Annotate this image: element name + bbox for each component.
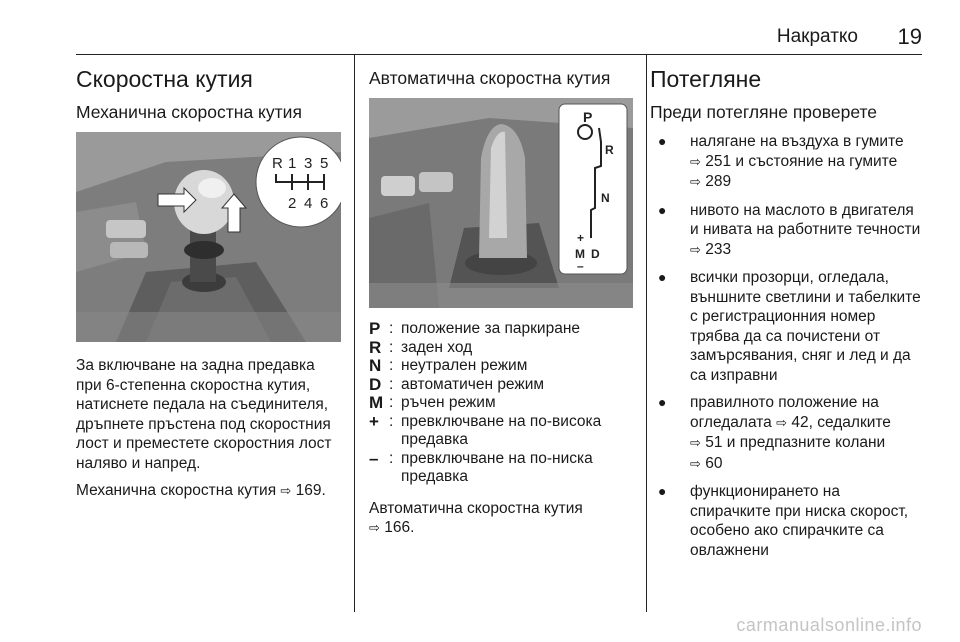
item-page-ref: 51	[705, 434, 723, 451]
legend-key: –	[369, 448, 379, 468]
gear-label-3: 3	[304, 155, 313, 172]
position-label-plus: +	[577, 231, 585, 245]
page-number: 19	[897, 24, 922, 49]
position-label-n: N	[601, 191, 610, 205]
item-text: и състояние на гумите	[735, 152, 898, 170]
legend-key: +	[369, 411, 379, 431]
item-page-ref: 251	[705, 152, 732, 170]
section-title: Скоростна кутия	[76, 66, 253, 92]
legend-key: D	[369, 374, 382, 394]
legend-text: неутрален режим	[401, 357, 528, 374]
subsection-title-automatic: Автоматична скоростна кутия	[369, 68, 611, 88]
column-driving-off	[650, 56, 925, 568]
legend-sep: :	[389, 394, 394, 411]
bullet-icon: ●	[658, 483, 667, 499]
arrow-ref-icon: ⇨	[690, 175, 701, 190]
arrow-ref-icon: ⇨	[690, 242, 701, 258]
subsection-title-checks: Преди потегляне проверете	[650, 102, 878, 122]
item-text: и предпазните колани	[726, 434, 886, 451]
watermark: carmanualsonline.info	[736, 615, 922, 635]
position-label-d: D	[591, 247, 600, 261]
legend-text: превключване на по-висока предавка	[401, 412, 602, 448]
checklist-item	[650, 393, 925, 474]
bullet-icon: ●	[658, 394, 667, 410]
subsection-title-manual: Механична скоростна кутия	[76, 102, 302, 122]
legend-text: заден ход	[401, 338, 473, 356]
item-page-ref: 233	[705, 240, 732, 258]
item-page-ref: 60	[705, 454, 723, 472]
column-divider-2	[646, 54, 647, 612]
chapter-title: Накратко	[776, 26, 858, 47]
item-text: налягане на въздуха в гумите	[690, 133, 904, 150]
checklist-item	[650, 132, 925, 193]
arrow-ref-icon: ⇨	[690, 436, 701, 451]
position-label-m: M	[575, 247, 585, 261]
reference-page: 169.	[295, 482, 326, 499]
item-page-ref: 42,	[791, 413, 813, 431]
reverse-gear-paragraph: За включване на задна предавка при 6-степенна скоростна кутия, натиснете педала на съединителя, дръпнете пръстена под скоростния лост и преместете скоростния лост наляво и напред.	[76, 357, 332, 472]
legend-row	[369, 450, 633, 487]
legend-sep: :	[389, 412, 394, 430]
gear-label-4: 4	[304, 195, 313, 212]
position-label-minus: –	[577, 259, 584, 273]
item-text: правилното положение на огледалата	[690, 394, 879, 431]
legend-row	[369, 320, 633, 339]
legend-text: ръчен режим	[401, 394, 496, 411]
legend-sep: :	[389, 357, 394, 374]
item-text: функционирането на спирачките при ниска скорост, особено ако спирачките са овлажнени	[690, 483, 909, 559]
legend-key: R	[369, 337, 382, 357]
column-automatic-gearbox	[369, 56, 633, 547]
legend-sep: :	[389, 338, 394, 356]
gear-position-legend	[369, 320, 633, 487]
item-text: нивото на маслото в двигателя и нивата на работните течности	[690, 201, 921, 238]
reference-text: Механична скоростна кутия	[76, 482, 277, 499]
arrow-ref-icon: ⇨	[369, 521, 380, 536]
gear-label-2: 2	[288, 195, 297, 212]
manual-shifter-illustration	[76, 132, 341, 342]
legend-key: P	[369, 319, 381, 338]
legend-text: автоматичен режим	[401, 375, 545, 393]
legend-key: M	[369, 393, 384, 412]
position-label-p: P	[583, 109, 593, 125]
legend-sep: :	[389, 449, 394, 467]
manual-gearbox-figure	[76, 132, 341, 342]
checklist	[650, 132, 925, 560]
checklist-item	[650, 482, 925, 560]
page-header	[640, 22, 922, 52]
legend-row	[369, 394, 633, 413]
legend-sep: :	[389, 320, 394, 337]
position-label-r: R	[605, 143, 614, 157]
column-divider-1	[354, 54, 355, 612]
reference-text: Автоматична скоростна кутия	[369, 499, 583, 517]
gear-label-6: 6	[320, 195, 329, 212]
legend-text: положение за паркиране	[401, 320, 580, 337]
gear-label-1: 1	[288, 155, 297, 172]
automatic-gearbox-figure	[369, 98, 633, 308]
checklist-item	[650, 268, 925, 385]
legend-sep: :	[389, 375, 394, 393]
item-text: седалките	[817, 413, 891, 431]
item-text: всички прозорци, огледала, външните светлини и табелките с регистрационния номер трябва да са почистени от замърсявания, сняг и лед и да са изправни	[690, 269, 921, 384]
manual-gearbox-reference	[76, 481, 341, 502]
legend-row	[369, 357, 633, 376]
item-page-ref: 289	[705, 173, 732, 190]
gear-label-r: R	[272, 155, 283, 172]
arrow-ref-icon: ⇨	[280, 484, 292, 499]
legend-row	[369, 376, 633, 395]
legend-row	[369, 339, 633, 358]
automatic-shifter-illustration	[369, 98, 633, 308]
legend-key: N	[369, 356, 382, 375]
arrow-ref-icon: ⇨	[776, 415, 788, 431]
gear-label-5: 5	[320, 155, 329, 172]
arrow-ref-icon: ⇨	[690, 154, 701, 170]
legend-row	[369, 413, 633, 450]
automatic-gearbox-reference	[369, 499, 633, 539]
bullet-icon: ●	[658, 133, 667, 149]
header-rule	[76, 54, 922, 55]
bullet-icon: ●	[658, 269, 667, 285]
checklist-item	[650, 201, 925, 261]
bullet-icon: ●	[658, 201, 667, 218]
section-title-driving-off: Потегляне	[650, 66, 762, 92]
column-manual-gearbox	[76, 56, 341, 510]
reference-page: 166.	[384, 519, 415, 536]
legend-text: превключване на по-ниска предавка	[401, 449, 593, 485]
arrow-ref-icon: ⇨	[690, 456, 701, 472]
